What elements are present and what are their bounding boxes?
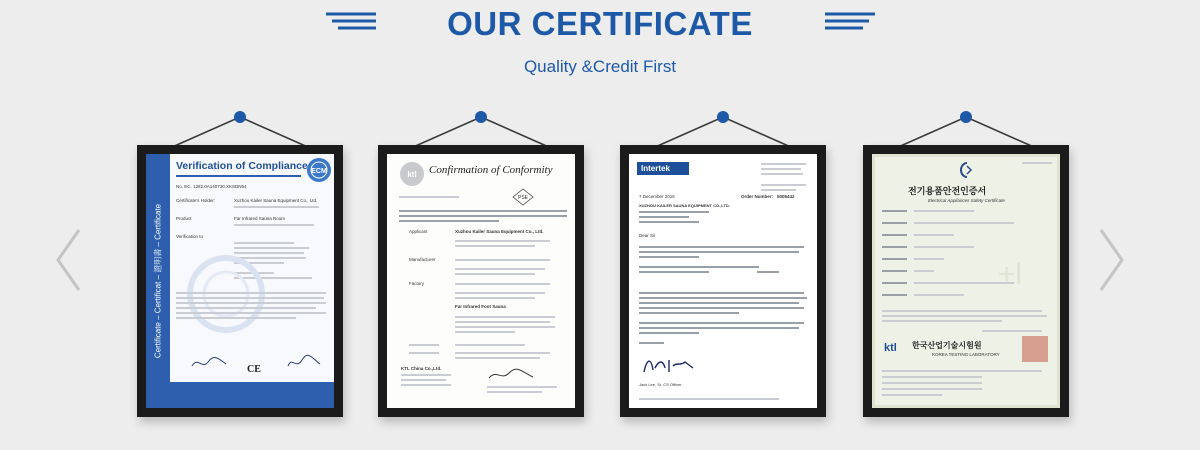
ktl-logo-icon <box>882 340 908 354</box>
ecm-logo-icon <box>306 157 332 183</box>
text-line <box>455 297 535 299</box>
text-line <box>882 370 1042 372</box>
text-line <box>639 292 804 294</box>
text-line <box>1022 162 1052 164</box>
text-line <box>455 331 515 333</box>
hanger-pin-icon <box>406 110 556 150</box>
text-line <box>882 282 907 284</box>
certificate-ce-frame[interactable] <box>137 145 343 417</box>
product-value: Far Infrared Sauna Room <box>234 216 286 221</box>
svg-text:ktl: ktl <box>884 342 897 354</box>
text-line <box>761 184 806 186</box>
text-line <box>487 391 542 393</box>
text-line <box>455 357 540 359</box>
certificate-intertek-document <box>629 154 817 408</box>
text-line <box>455 292 545 294</box>
text-line <box>639 327 799 329</box>
text-line <box>914 258 944 260</box>
certificate-pse-document <box>387 154 575 408</box>
certificate-title: Confirmation of Conformity <box>429 164 553 176</box>
chevron-left-icon <box>55 228 81 292</box>
text-line <box>914 294 964 296</box>
page-subtitle: Quality &Credit First <box>523 57 677 76</box>
text-line <box>639 332 699 334</box>
product-value: Far Infrared Foot Sauna <box>455 304 506 309</box>
ce-mark-icon <box>244 362 264 374</box>
text-line <box>882 234 907 236</box>
signer-name: Jack Lee, Sr. CS Officer <box>639 382 682 387</box>
text-line <box>487 386 557 388</box>
text-line <box>455 283 550 285</box>
certificate-kc-frame[interactable] <box>863 145 1069 417</box>
text-line <box>882 382 982 384</box>
text-line <box>757 271 779 273</box>
text-line <box>399 215 567 217</box>
text-line <box>639 246 804 248</box>
text-line <box>455 344 525 346</box>
text-line <box>455 321 550 323</box>
text-line <box>639 211 709 213</box>
text-line <box>914 234 954 236</box>
text-line <box>761 168 801 170</box>
text-line <box>176 307 316 309</box>
text-line <box>234 206 319 208</box>
text-line <box>401 384 451 386</box>
section-header <box>0 0 1200 90</box>
text-line <box>639 216 689 218</box>
factory-label: Factory <box>409 281 425 286</box>
text-line <box>455 268 545 270</box>
applicant-value: Xuzhou Kailer Sauna Equipment Co., Ltd. <box>455 229 544 234</box>
text-line <box>882 222 907 224</box>
text-line <box>639 398 779 400</box>
certificate-footer-band <box>170 382 334 408</box>
hanger-pin-icon <box>165 110 315 150</box>
text-line <box>399 220 499 222</box>
salutation: Dear Sir <box>639 233 656 238</box>
text-line <box>914 246 974 248</box>
svg-text:ktl: ktl <box>407 170 417 179</box>
verification-label: Verification to <box>176 234 204 239</box>
text-line <box>882 376 982 378</box>
text-line <box>639 307 804 309</box>
intertek-logo <box>637 162 689 175</box>
text-line <box>882 210 907 212</box>
hanger-pin-icon <box>891 110 1041 150</box>
issuer-name: KTL China Co.,Ltd. <box>401 366 442 371</box>
text-line <box>455 240 550 242</box>
text-line <box>882 388 982 390</box>
order-label: Order Number: <box>741 194 774 199</box>
text-line <box>639 256 699 258</box>
text-line <box>176 317 296 319</box>
order-number: 5005442 <box>777 194 795 199</box>
svg-text:+l: +l <box>997 258 1023 291</box>
text-line <box>761 189 796 191</box>
text-line <box>176 312 326 314</box>
text-line <box>176 292 326 294</box>
text-line <box>882 310 1042 312</box>
signature-icon <box>286 352 322 372</box>
certificate-number: No. EC. 1282.0A140730.XKSDN54 <box>176 184 247 189</box>
text-line <box>455 245 535 247</box>
text-line <box>982 330 1042 332</box>
certificate-kc-document <box>872 154 1060 408</box>
watermark-icon <box>990 254 1030 294</box>
text-line <box>639 251 799 253</box>
text-line <box>401 379 446 381</box>
text-line <box>914 270 934 272</box>
certificate-title: Verification of Compliance <box>176 160 308 172</box>
text-line <box>639 322 804 324</box>
text-line <box>176 297 324 299</box>
certificate-intertek-frame[interactable] <box>620 145 826 417</box>
text-line <box>409 352 439 354</box>
applicant-label: Applicant <box>409 229 428 234</box>
text-line <box>914 210 974 212</box>
svg-text:CE: CE <box>247 364 261 374</box>
official-seal <box>1022 336 1048 362</box>
certificate-side-band <box>146 154 170 408</box>
text-line <box>914 222 1014 224</box>
manufacturer-label: Manufacturer <box>409 257 436 262</box>
text-line <box>455 273 535 275</box>
certificate-title-korean: 전기용품안전인증서 <box>908 187 987 197</box>
text-line <box>455 259 550 261</box>
text-line <box>639 302 799 304</box>
issuer-name-korean: 한국산업기술시험원 <box>912 341 982 350</box>
text-line <box>234 242 294 244</box>
text-line <box>176 302 326 304</box>
certificate-pse-frame[interactable] <box>378 145 584 417</box>
text-line <box>882 394 942 396</box>
text-line <box>455 316 555 318</box>
signature-icon <box>641 352 701 378</box>
text-line <box>639 312 739 314</box>
chevron-right-icon <box>1099 228 1125 292</box>
certificate-title-english: Electrical Appliances Safety Certificate <box>928 198 1005 203</box>
signature-icon <box>487 366 537 384</box>
text-line <box>409 344 439 346</box>
text-line <box>639 271 709 273</box>
title-underline <box>176 175 301 177</box>
text-line <box>639 297 807 299</box>
svg-text:PSE: PSE <box>517 195 529 201</box>
text-line <box>882 246 907 248</box>
text-line <box>401 374 451 376</box>
intertek-logo-text: Intertek <box>641 164 670 173</box>
addressee: XUZHOU KAILER SAUNA EQUIPMENT CO.,LTD. <box>639 203 730 208</box>
ktl-logo-icon <box>399 161 425 187</box>
letter-date: 7 December 2016 <box>639 194 675 199</box>
watermark-seal-icon <box>186 254 266 334</box>
kc-logo-icon <box>960 162 974 178</box>
text-line <box>639 266 759 268</box>
text-line <box>882 315 1047 317</box>
page-title: OUR CERTIFICATE <box>447 5 753 42</box>
certificate-side-text: Certificate – Certificat – 證明書 – Certificate <box>153 203 163 359</box>
text-line <box>761 173 803 175</box>
text-line <box>639 342 664 344</box>
text-line <box>234 247 309 249</box>
signature-icon <box>190 354 230 372</box>
text-line <box>455 352 550 354</box>
text-line <box>455 326 555 328</box>
svg-text:ECM: ECM <box>311 168 327 175</box>
pse-mark-icon <box>512 188 534 206</box>
holder-label: Certificate's Holder: <box>176 198 216 203</box>
certificate-ce-document <box>146 154 334 408</box>
holder-value: Xuzhou Kailer Sauna Equipment Co., Ltd. <box>234 198 318 203</box>
text-line <box>639 221 699 223</box>
product-label: Product <box>176 216 192 221</box>
issuer-name-english: KOREA TESTING LABORATORY <box>932 352 1000 357</box>
text-line <box>399 196 459 198</box>
text-line <box>882 294 907 296</box>
carousel-next-button[interactable] <box>1092 225 1132 295</box>
text-line <box>882 320 1002 322</box>
text-line <box>761 163 806 165</box>
text-line <box>882 270 907 272</box>
text-line <box>399 210 567 212</box>
hanger-pin-icon <box>648 110 798 150</box>
header-right-decoration <box>825 12 875 32</box>
text-line <box>234 224 314 226</box>
carousel-prev-button[interactable] <box>48 225 88 295</box>
text-line <box>882 258 907 260</box>
